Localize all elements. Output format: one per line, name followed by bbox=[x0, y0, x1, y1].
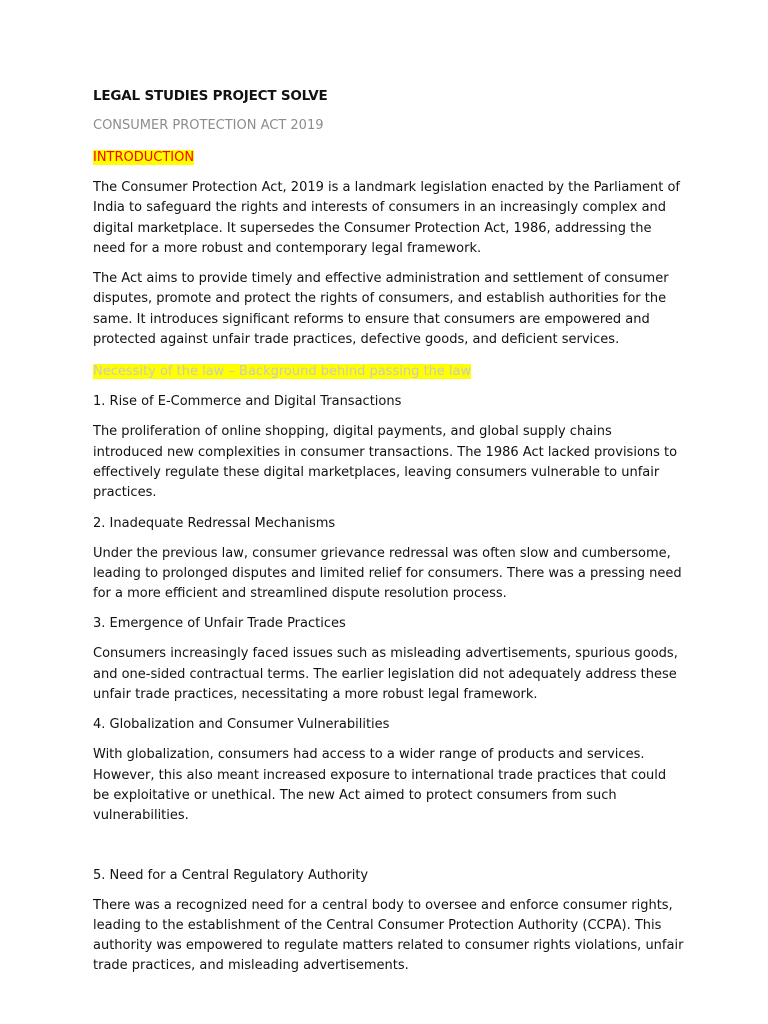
section-heading-4: 4. Globalization and Consumer Vulnerabilities bbox=[93, 717, 390, 733]
intro-paragraph-2: The Act aims to provide timely and effective administration and settlement of consumer disputes, promote and protect the rights of consumers, and establish authorities for the same. It introduces significant reforms to ensure that consumers are empowered and protected against unfair trade practices, defective goods, and deficient services. bbox=[93, 271, 669, 348]
intro-paragraph-1: The Consumer Protection Act, 2019 is a landmark legislation enacted by the Parliament of India to safeguard the rights and interests of consumers in an increasingly complex and digital marketplace. It supersedes the Consumer Protection Act, 1986, addressing the need for a more robust and contemporary legal framework. bbox=[93, 180, 680, 256]
document-page bbox=[93, 86, 685, 987]
document-subtitle: CONSUMER PROTECTION ACT 2019 bbox=[93, 118, 324, 133]
section-heading-2: 2. Inadequate Redressal Mechanisms bbox=[93, 515, 336, 531]
necessity-heading-line bbox=[93, 360, 685, 382]
document-title: LEGAL STUDIES PROJECT SOLVE bbox=[93, 88, 328, 104]
introduction-heading: INTRODUCTION bbox=[93, 150, 195, 165]
section-heading-3: 3. Emergence of Unfair Trade Practices bbox=[93, 616, 346, 632]
necessity-heading: Necessity of the law – Background behind passing the law bbox=[93, 364, 472, 380]
section-body-4: With globalization, consumers had access to a wider range of products and services. However, this also meant increased exposure to international trade practices that could be exploitative or unethical. The new Act aimed to protect consumers from such vulnerabilities. bbox=[93, 747, 667, 824]
section-body-3: Consumers increasingly faced issues such as misleading advertisements, spurious goods, and one-sided contractual terms. The earlier legislation did not adequately address these unfair trade practices, necessitating a more robust legal framework. bbox=[93, 646, 678, 703]
paragraph-gap bbox=[93, 837, 685, 866]
section-body-2: Under the previous law, consumer grievance redressal was often slow and cumbersome, leading to prolonged disputes and limited relief for consumers. There was a pressing need for a more efficient and streamlined dispute resolution process. bbox=[93, 545, 682, 602]
introduction-heading-line bbox=[93, 146, 685, 168]
section-heading-1: 1. Rise of E-Commerce and Digital Transactions bbox=[93, 394, 402, 410]
section-body-5: There was a recognized need for a central body to oversee and enforce consumer rights, leading to the establishment of the Central Consumer Protection Authority (CCPA). This authority was empowered to regulate matters related to consumer rights violations, unfair trade practices, and misleading advertisements. bbox=[93, 897, 684, 974]
section-body-1: The proliferation of online shopping, digital payments, and global supply chains introduced new complexities in consumer transactions. The 1986 Act lacked provisions to effectively regulate these digital marketplaces, leaving consumers vulnerable to unfair practices. bbox=[93, 424, 678, 501]
section-heading-5: 5. Need for a Central Regulatory Authority bbox=[93, 867, 369, 883]
